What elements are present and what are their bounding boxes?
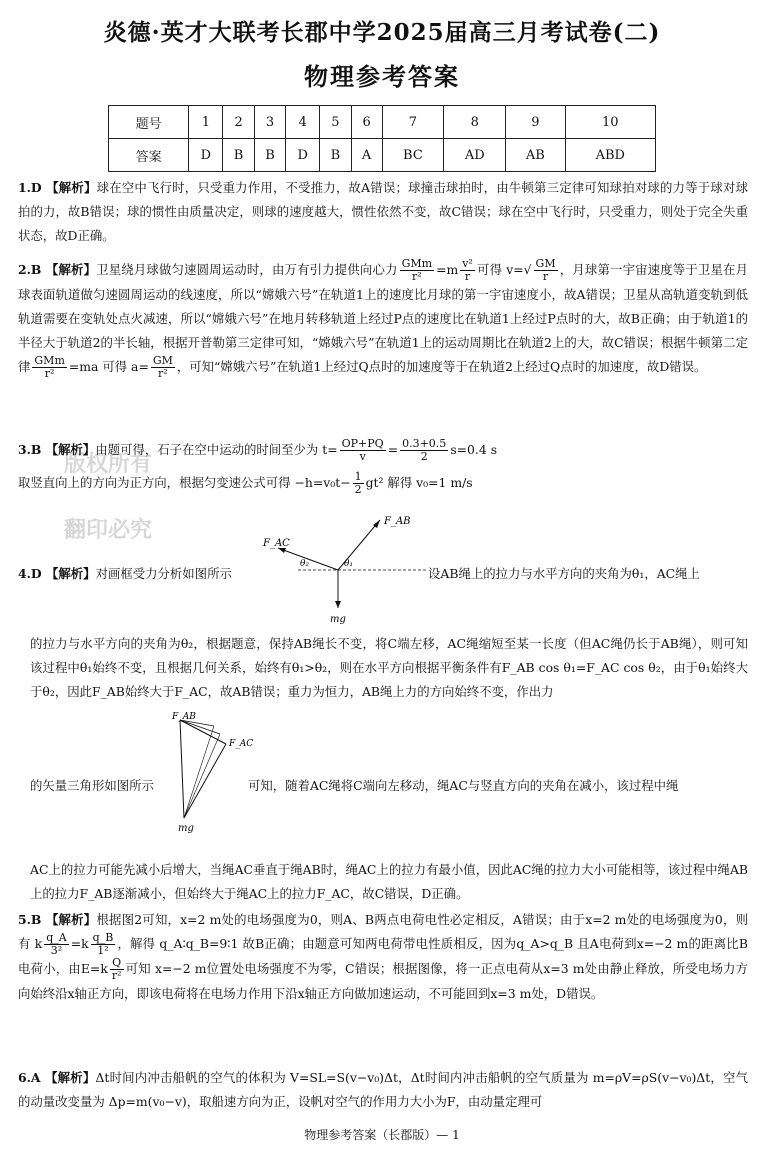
fab-label: F_AB [172, 712, 196, 722]
solution-text: 设AB绳上的拉力与水平方向的夹角为θ₁，AC绳上 [428, 566, 700, 581]
denominator: 3² [50, 944, 63, 957]
denominator: v [359, 450, 366, 463]
denominator: 1² [97, 944, 109, 957]
fraction [32, 355, 66, 380]
fraction [44, 932, 69, 957]
watermark-line: 翻印必究 [64, 517, 153, 543]
table-cell: 10 [565, 106, 655, 139]
solution-3 [18, 438, 748, 496]
arrow-head [335, 601, 341, 608]
table-cell: B [320, 139, 351, 172]
table-cell: 9 [506, 106, 565, 139]
numerator: GM [152, 354, 173, 367]
denominator: 2 [354, 483, 362, 496]
fraction [353, 471, 364, 496]
solution-head: 4.D 【解析】 [18, 566, 96, 581]
fraction [340, 438, 386, 463]
solution-text: ，月球第一宇宙速度等于卫星在月球表面轨道做匀速圆周运动的线速度，所以“嫦娥六号”在轨道1上的速度比月球的第一宇宙速度小，故A错误；卫星从高轨道变轨到低轨道需要在变轨处点火减速，所以“嫦娥六号”在地月转移轨道上经过P点的速度比在轨道1上经过P点时的大，故B正确；由于轨道1的半径大于轨道2的半长轴，根据开普勒第三定律可知，“嫦娥六号”在轨道1上的运动周期比在轨道2上的大，故C错误；根据牛顿第二定律 [18, 262, 749, 374]
numerator: 0.3+0.5 [402, 437, 447, 450]
solution-head: 3.B 【解析】 [18, 442, 96, 457]
numerator: OP+PQ [341, 437, 384, 450]
denominator: r² [111, 969, 122, 982]
solution-head: 1.D 【解析】 [18, 180, 97, 195]
solution-text: =m [436, 262, 459, 277]
solution-text: 由题可得，石子在空中运动的时间至少为 t= [95, 442, 338, 457]
theta1-label: θ₁ [344, 559, 354, 569]
table-cell: BC [382, 139, 444, 172]
solution-2 [18, 258, 748, 380]
solution-1 [18, 176, 748, 248]
solution-text: Δt时间内冲击船帆的空气的体积为 V=SL=S(v−v₀)Δt，Δt时间内冲击船帆的空气质量为 m=ρV=ρS(v−v₀)Δt，空气的动量改变量为 Δp=m(v₀−v)，取船速方向为正，设帆对空气的作用力大小为F，由动量定理可 [18, 1070, 748, 1109]
fab-vector [184, 726, 214, 818]
solution-head: 6.A 【解析】 [18, 1070, 96, 1085]
denominator: r [464, 270, 471, 283]
page-title: 物理参考答案 [304, 62, 460, 91]
denominator: r² [44, 367, 55, 380]
numerator: GMm [401, 257, 433, 270]
fraction [400, 438, 448, 463]
solution-4-body-1 [30, 632, 748, 704]
table-cell: A [351, 139, 382, 172]
fac-label: F_AC [263, 538, 290, 549]
denominator: r² [158, 367, 168, 380]
solution-text: = [387, 442, 399, 457]
table-cell: D [189, 139, 223, 172]
solution-text: 的矢量三角形如图所示 [30, 778, 154, 793]
denominator: r [542, 270, 549, 283]
solution-text: s=0.4 s [450, 442, 498, 457]
fraction [110, 957, 124, 982]
table-cell: B [223, 139, 254, 172]
table-cell: 7 [382, 106, 444, 139]
table-cell: ABD [565, 139, 655, 172]
row-label: 答案 [109, 139, 189, 172]
solution-text: =k [70, 936, 89, 951]
table-cell: B [254, 139, 285, 172]
fab-label: F_AB [384, 516, 411, 527]
solution-text: 可得 v=√ [476, 262, 532, 277]
fac-vector [180, 720, 226, 744]
table-cell: AD [444, 139, 506, 172]
solution-head: 5.B 【解析】 [18, 912, 97, 927]
table-cell: 6 [351, 106, 382, 139]
fraction [460, 258, 475, 283]
solution-text: 根据图2可知，x=2 m处的电场强度为0，则A、B两点电荷电性必定相反，A错误；由于x=2 m处的电场强度为0，则有 k [18, 912, 748, 951]
fraction [91, 932, 116, 957]
theta2-label: θ₂ [300, 559, 310, 569]
solution-4-mid-a [30, 774, 180, 798]
numerator: Q [110, 957, 124, 970]
mg-label: mg [178, 823, 194, 834]
table-cell: 1 [189, 106, 223, 139]
solution-text: gt² 解得 v₀=1 m/s [365, 475, 473, 490]
solution-head: 2.B 【解析】 [18, 262, 97, 277]
solution-text: 卫星绕月球做匀速圆周运动时，由万有引力提供向心力 [96, 262, 398, 277]
solution-text: 取竖直向上的方向为正方向，根据匀变速公式可得 −h=v₀t− [18, 475, 351, 490]
page-footer: 物理参考答案（长郡版）— 1 [304, 1128, 460, 1142]
mg-label: mg [330, 614, 346, 625]
solution-text: 的拉力与水平方向的夹角为θ₂，根据题意，保持AB绳长不变，将C端左移，AC绳缩短至某一长度（但AC绳仍长于AB绳），则可知该过程中θ₁始终不变，且根据几何关系，始终有θ₁>θ₂，则在水平方向根据平衡条件有F_AB cos θ₁=F_AC cos θ₂，由于θ₁始终大于θ₂，因此F_AB始终大于F_AC，故AB错误；重力为恒力，AB绳上力的方向始终不变，作出力 [30, 636, 748, 699]
table-cell: D [286, 139, 320, 172]
solution-text: 对画框受力分析如图所示 [95, 566, 232, 581]
solution-text: AC上的拉力可能先减小后增大，当绳AC垂直于绳AB时，绳AC上的拉力有最小值，因此AC绳的拉力大小可能相等，该过程中绳AB上的拉力F_AB逐渐减小，但始终大于绳AC上的拉力F_AC，故C错误，D正确。 [30, 862, 748, 901]
fraction [151, 355, 175, 380]
solution-4-mid-b [248, 774, 748, 798]
table-cell: 8 [444, 106, 506, 139]
answer-table-number-row [109, 106, 656, 139]
table-cell: 3 [254, 106, 285, 139]
fab-vector [184, 744, 226, 818]
numerator: q_B [92, 931, 114, 944]
solution-text: 球在空中飞行时，只受重力作用，不受推力，故A错误；球撞击球拍时，由牛顿第三定律可知球拍对球的力等于球对球拍的力，故B错误；球的惯性由质量决定，则球的速度越大，惯性依然不变，故C错误；球在空中飞行时，只受重力，则处于完全失重状态，故D正确。 [18, 180, 748, 243]
fac-vector [180, 720, 220, 734]
table-cell: 2 [223, 106, 254, 139]
solution-text: ，解得 q_A∶q_B=9∶1 故B正确；由题意可知两电荷带电性质相反，因为q_A>q_B 且A电荷到x=−2 m的距离比B电荷小，由E=k [18, 936, 748, 976]
row-label: 题号 [109, 106, 189, 139]
solution-text: 可知 x=−2 m位置处电场强度不为零，C错误；根据图像，将一正点电荷从x=3 m处由静止释放，所受电场力方向始终沿x轴正方向，即该电荷将在电场力作用下沿x轴正方向做加速运动，不可能回到x=3 m处，D错误。 [18, 961, 748, 1001]
solution-text: 可知，随着AC绳将C端向左移动，绳AC与竖直方向的夹角在减小，该过程中绳 [248, 778, 679, 793]
numerator: GM [535, 257, 556, 270]
mg-vector [180, 720, 184, 818]
fraction [400, 258, 434, 283]
numerator: 1 [354, 470, 362, 483]
numerator: q_A [46, 931, 67, 944]
denominator: 2 [420, 450, 428, 463]
denominator: r² [412, 270, 422, 283]
fab-vector [184, 734, 220, 818]
header [0, 14, 764, 92]
numerator: v² [462, 257, 473, 270]
solution-4-line-1b [428, 562, 748, 586]
exam-title: 炎德·英才大联考长郡中学2025届高三月考试卷(二) [103, 19, 661, 46]
solution-4-body-2 [30, 858, 748, 906]
table-cell: 4 [286, 106, 320, 139]
table-cell: AB [506, 139, 565, 172]
numerator: GMm [34, 354, 65, 367]
answer-table [108, 105, 656, 172]
answer-table-answer-row [109, 139, 656, 172]
solution-5 [18, 908, 748, 1006]
solution-text: =ma 可得 a= [68, 359, 149, 374]
solution-text: ，可知“嫦娥六号”在轨道1上经过Q点时的加速度等于在轨道2上经过Q点时的加速度，故D错误。 [176, 359, 707, 374]
vector-triangle [170, 710, 260, 835]
fac-label: F_AC [229, 739, 254, 749]
table-cell: 5 [320, 106, 351, 139]
fraction [534, 258, 558, 283]
watermark-line: 版权所有 [64, 451, 153, 477]
solution-6 [18, 1066, 748, 1114]
